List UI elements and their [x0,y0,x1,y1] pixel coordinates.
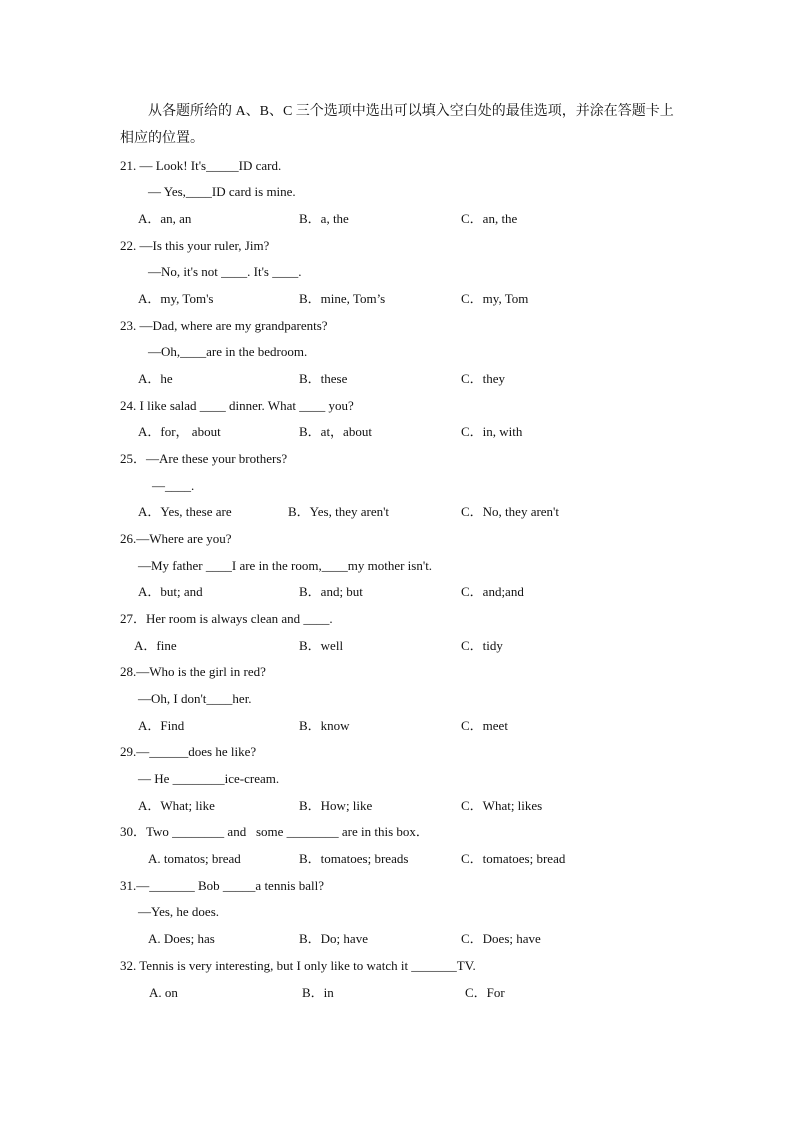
question-25-stem: 25．—Are these your brothers? [120,451,288,466]
question-29-option-b[interactable]: B．How; like [299,798,373,813]
question-26-option-b[interactable]: B．and; but [299,584,363,599]
question-25-option-a[interactable]: A．Yes, these are [138,504,232,519]
question-23-option-a[interactable]: A．he [138,371,173,386]
question-23-option-c[interactable]: C．they [461,371,506,386]
question-24-option-c[interactable]: C．in, with [461,424,523,439]
question-32-stem: 32. Tennis is very interesting, but I only like to watch it _______TV. [120,958,476,973]
question-32-option-a[interactable]: A. on [149,985,178,1000]
question-29-option-a[interactable]: A．What; like [138,798,215,813]
question-25-option-b[interactable]: B．Yes, they aren't [288,504,390,519]
question-28-option-b[interactable]: B．know [299,718,350,733]
question-24-stem: 24. I like salad ____ dinner. What ____ you? [120,398,354,413]
question-21-option-c[interactable]: C．an, the [461,211,518,226]
question-27-option-b[interactable]: B．well [299,638,344,653]
question-30-stem: 30．Two ________ and some ________ are in this box． [120,824,429,839]
instructions-line-1: 从各题所给的 A、B、C 三个选项中选出可以填入空白处的最佳选项，并涂在答题卡上 [148,104,674,119]
question-26-reply: —My father ____I are in the room,____my mother isn't. [138,558,433,573]
question-27-option-c[interactable]: C．tidy [461,638,503,653]
question-22-option-c[interactable]: C．my, Tom [461,291,529,306]
question-21-reply: — Yes,____ID card is mine. [148,184,296,199]
question-30-option-a[interactable]: A. tomatos; bread [148,851,241,866]
question-24-option-a[interactable]: A．for， about [138,424,221,439]
question-28-reply: —Oh, I don't____her. [138,691,252,706]
question-29-reply: — He ________ice-cream. [138,771,280,786]
question-21-stem: 21. — Look! It's_____ID card. [120,158,282,173]
question-26-stem: 26.—Where are you? [120,531,232,546]
question-22-reply: —No, it's not ____. It's ____. [148,264,302,279]
question-31-option-c[interactable]: C．Does; have [461,931,541,946]
question-31-stem: 31.—_______ Bob _____a tennis ball? [120,878,325,893]
question-23-stem: 23. —Dad, where are my grandparents? [120,318,328,333]
question-26-option-c[interactable]: C．and;and [461,584,524,599]
question-29-stem: 29.—______does he like? [120,744,257,759]
question-28-stem: 28.—Who is the girl in red? [120,664,266,679]
question-28-option-a[interactable]: A．Find [138,718,185,733]
question-21-option-a[interactable]: A．an, an [138,211,192,226]
question-27-option-a[interactable]: A．fine [134,638,177,653]
question-21-option-b[interactable]: B．a, the [299,211,349,226]
question-30-option-b[interactable]: B．tomatoes; breads [299,851,409,866]
question-22-stem: 22. —Is this your ruler, Jim? [120,238,270,253]
question-29-option-c[interactable]: C．What; likes [461,798,543,813]
question-25-reply: —____. [152,478,195,493]
question-32-option-b[interactable]: B．in [302,985,334,1000]
question-22-option-a[interactable]: A．my, Tom's [138,291,214,306]
instructions-line-2: 相应的位置。 [120,131,204,146]
question-27-stem: 27．Her room is always clean and ____. [120,611,333,626]
question-30-option-c[interactable]: C．tomatoes; bread [461,851,566,866]
question-31-reply: —Yes, he does. [138,904,220,919]
question-23-option-b[interactable]: B．these [299,371,348,386]
question-24-option-b[interactable]: B．at，about [299,424,372,439]
question-31-option-a[interactable]: A. Does; has [148,931,215,946]
question-22-option-b[interactable]: B．mine, Tom’s [299,291,386,306]
question-32-option-c[interactable]: C．For [465,985,505,1000]
question-31-option-b[interactable]: B．Do; have [299,931,368,946]
question-28-option-c[interactable]: C．meet [461,718,508,733]
question-25-option-c[interactable]: C．No, they aren't [461,504,560,519]
question-26-option-a[interactable]: A．but; and [138,584,203,599]
question-23-reply: —Oh,____are in the bedroom. [148,344,308,359]
